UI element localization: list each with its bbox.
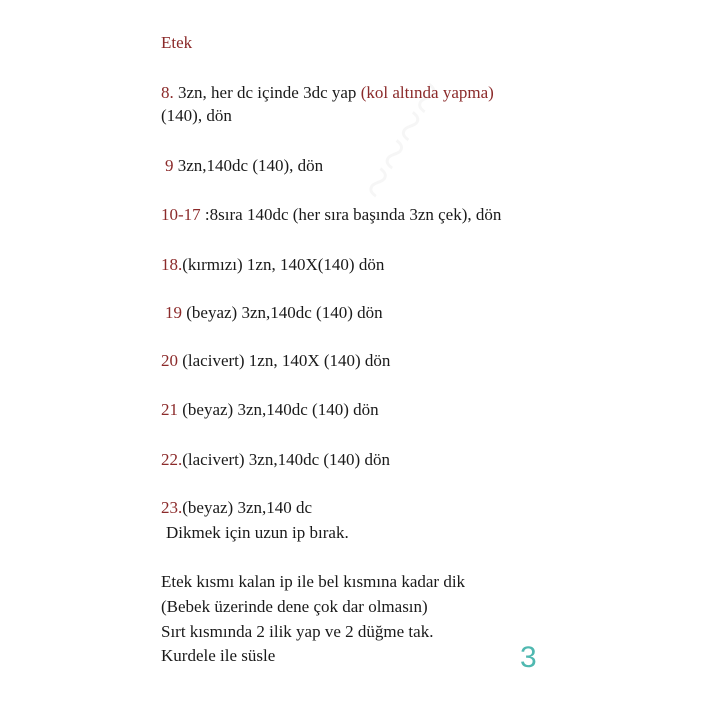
row-23 (161, 498, 312, 518)
row-9 (165, 156, 323, 176)
row-number: 23. (161, 498, 183, 517)
row-text: (beyaz) 3zn,140dc (140) dön (182, 303, 383, 322)
row-number: 9 (165, 156, 174, 175)
page-number: 3 (520, 641, 537, 674)
row-number: 10-17 (161, 205, 201, 224)
row-19 (165, 303, 383, 323)
row-number: 8. (161, 83, 174, 102)
row-21 (161, 400, 379, 420)
row-number: 18. (161, 255, 183, 274)
row-18 (161, 255, 384, 275)
row-20 (161, 351, 390, 371)
row-8-cont: (140), dön (161, 106, 232, 125)
row-10-17 (161, 205, 501, 225)
row-text: 3zn,140dc (140), dön (173, 156, 324, 175)
row-text: (beyaz) 3zn,140dc (140) dön (178, 400, 379, 419)
row-22 (161, 450, 390, 470)
row-text: (beyaz) 3zn,140 dc (182, 498, 313, 517)
closing-line: Sırt kısmında 2 ilik yap ve 2 düğme tak. (161, 622, 434, 641)
row-number: 19 (165, 303, 182, 322)
row-text: (kırmızı) 1zn, 140X(140) dön (182, 255, 385, 274)
row-note: (kol altında yapma) (360, 83, 494, 102)
closing-line: Etek kısmı kalan ip ile bel kısmına kadar dik (161, 572, 466, 591)
page-title: Etek (161, 33, 193, 52)
row-text: (lacivert) 1zn, 140X (140) dön (178, 351, 391, 370)
row-number: 20 (161, 351, 178, 370)
closing-line: Kurdele ile süsle (161, 646, 276, 665)
row-23-cont: Dikmek için uzun ip bırak. (166, 523, 349, 542)
row-number: 21 (161, 400, 178, 419)
closing-line: (Bebek üzerinde dene çok dar olmasın) (161, 597, 428, 616)
row-text: 3zn, her dc içinde 3dc yap (173, 83, 361, 102)
row-8 (161, 83, 494, 103)
row-text: (lacivert) 3zn,140dc (140) dön (182, 450, 390, 469)
row-number: 22. (161, 450, 183, 469)
row-text: :8sıra 140dc (her sıra başında 3zn çek), dön (200, 205, 502, 224)
